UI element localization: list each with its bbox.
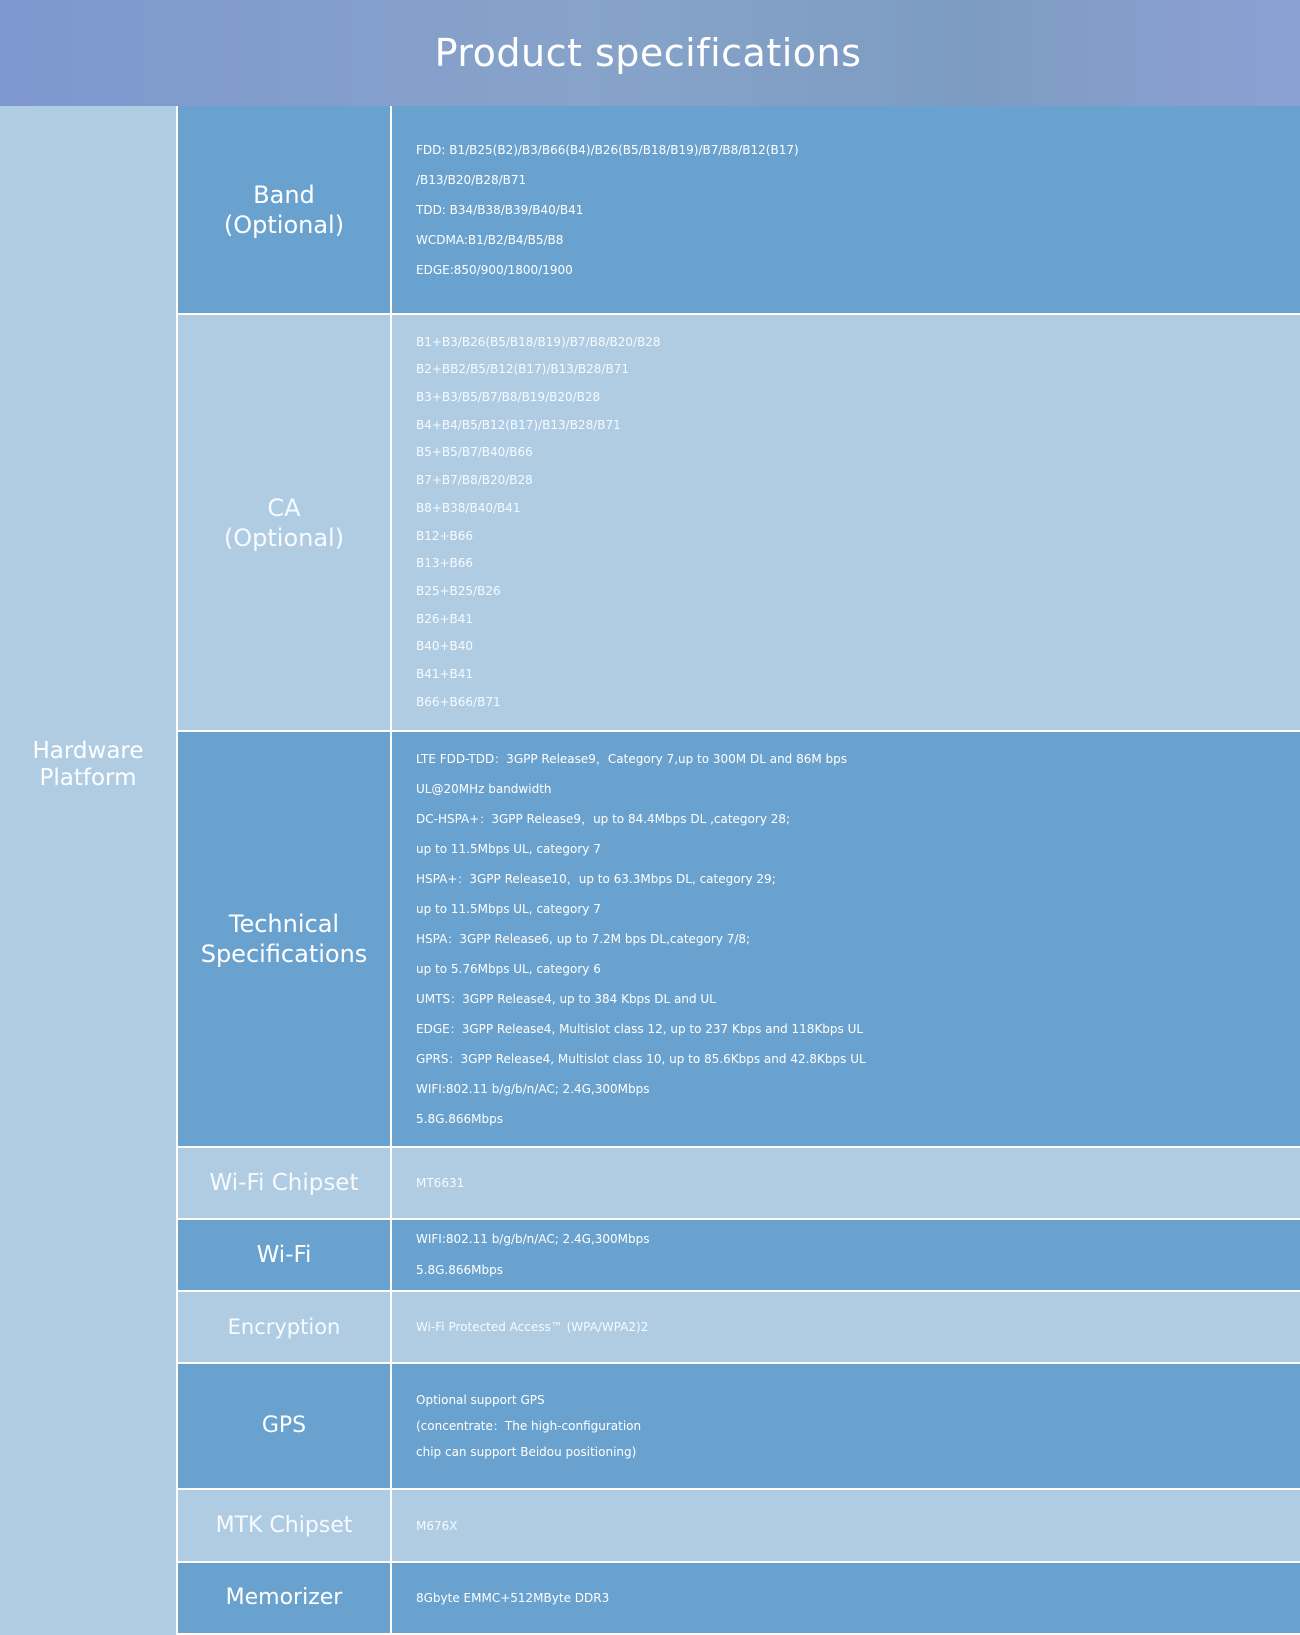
spec-value-line: GPRS：3GPP Release4, Multislot class 10, up to 85.6Kbps and 42.8Kbps UL [416,1052,866,1066]
column-divider [390,106,392,1635]
spec-value-cell [416,1563,1296,1633]
spec-label: Wi-Fi Chipset [209,1170,359,1196]
spec-value-line: HSPA：3GPP Release6, up to 7.2M bps DL,category 7/8; [416,932,751,946]
spec-row-ca-optional [178,315,1300,730]
spec-label-cell [178,732,390,1146]
spec-row-mtk-chipset [178,1490,1300,1561]
spec-value-cell [416,1292,1296,1362]
spec-value-cell [416,106,1296,313]
spec-row-memorizer [178,1563,1300,1633]
spec-value-line: 8Gbyte EMMC+512MByte DDR3 [416,1591,610,1605]
spec-value-line: B1+B3/B26(B5/B18/B19)/B7/B8/B20/B28 [416,334,661,349]
spec-value-line: Optional support GPS [416,1393,545,1407]
spec-value-cell [416,315,1296,730]
spec-value-line: B8+B38/B40/B41 [416,500,521,515]
spec-row-band-optional [178,106,1300,313]
spec-value-cell [416,732,1296,1146]
spec-value-line: DC-HSPA+：3GPP Release9，up to 84.4Mbps DL ,category 28; [416,812,791,826]
spec-value-line: EDGE：3GPP Release4, Multislot class 12, up to 237 Kbps and 118Kbps UL [416,1022,864,1036]
spec-label: Encryption [227,1315,341,1339]
spec-label-cell [178,106,390,313]
category-divider [176,106,178,1635]
spec-value-line: B3+B3/B5/B7/B8/B19/B20/B28 [416,389,601,404]
spec-value-cell [416,1490,1296,1561]
spec-value-line: B2+BB2/B5/B12(B17)/B13/B28/B71 [416,362,629,377]
spec-value-line: /B13/B20/B28/B71 [416,172,527,187]
page-title: Product specifications [434,31,862,75]
spec-value-cell [416,1148,1296,1218]
spec-label-cell [178,1490,390,1561]
page-header [0,0,1300,106]
spec-label: CA (Optional) [223,493,345,552]
spec-value-cell [416,1364,1296,1488]
spec-label-cell [178,1563,390,1633]
spec-value-line: EDGE:850/900/1800/1900 [416,262,573,277]
spec-row-gps [178,1364,1300,1488]
spec-value-line: HSPA+：3GPP Release10，up to 63.3Mbps DL, category 29; [416,872,776,886]
spec-label: Memorizer [225,1585,343,1610]
spec-value-line: B66+B66/B71 [416,694,501,709]
spec-value-line: up to 11.5Mbps UL, category 7 [416,842,601,856]
spec-value-line: B25+B25/B26 [416,583,501,598]
spec-value-line: B4+B4/B5/B12(B17)/B13/B28/B71 [416,417,621,432]
spec-label: MTK Chipset [215,1512,353,1538]
spec-row-wi-fi [178,1220,1300,1290]
spec-value-line: 5.8G.866Mbps [416,1263,503,1277]
spec-value-line: B13+B66 [416,556,474,571]
spec-value-line: Wi-Fi Protected Access™ (WPA/WPA2)2 [416,1320,649,1334]
spec-row-technical-specifications [178,732,1300,1146]
spec-row-wi-fi-chipset [178,1148,1300,1218]
spec-value-line: UL@20MHz bandwidth [416,782,552,796]
spec-value-line: UMTS：3GPP Release4, up to 384 Kbps DL and UL [416,992,716,1006]
spec-value-line: up to 5.76Mbps UL, category 6 [416,962,601,976]
spec-value-line: B12+B66 [416,528,474,543]
spec-value-line: 5.8G.866Mbps [416,1112,503,1126]
spec-value-line: WIFI:802.11 b/g/b/n/AC; 2.4G,300Mbps [416,1082,650,1096]
spec-value-line: WCDMA:B1/B2/B4/B5/B8 [416,232,564,247]
spec-value-line: B41+B41 [416,667,474,682]
spec-value-line: (concentrate：The high-configuration [416,1419,642,1433]
spec-label-cell [178,1148,390,1218]
spec-label-cell [178,1364,390,1488]
spec-label: GPS [261,1413,307,1438]
spec-value-line: TDD: B34/B38/B39/B40/B41 [416,202,584,217]
spec-label: Technical Specifications [200,910,368,968]
spec-value-cell [416,1220,1296,1290]
spec-value-line: M676X [416,1518,458,1533]
spec-value-line: WIFI:802.11 b/g/b/n/AC; 2.4G,300Mbps [416,1232,650,1246]
spec-label: Band (Optional) [223,180,345,239]
spec-value-line: chip can support Beidou positioning) [416,1445,637,1459]
spec-value-line: B7+B7/B8/B20/B28 [416,473,533,488]
spec-value-line: FDD: B1/B25(B2)/B3/B66(B4)/B26(B5/B18/B19)/B7/B8/B12(B17) [416,142,799,157]
spec-label-cell [178,1220,390,1290]
spec-value-line: B5+B5/B7/B40/B66 [416,445,533,460]
spec-value-line: B40+B40 [416,639,474,654]
category-label: Hardware Platform [32,738,144,791]
spec-value-line: B26+B41 [416,611,474,626]
spec-value-line: up to 11.5Mbps UL, category 7 [416,902,601,916]
spec-value-line: LTE FDD-TDD：3GPP Release9，Category 7,up to 300M DL and 86M bps [416,752,848,766]
spec-row-encryption [178,1292,1300,1362]
spec-label-cell [178,1292,390,1362]
spec-value-line: MT6631 [416,1176,465,1190]
spec-label: Wi-Fi [256,1242,312,1268]
spec-label-cell [178,315,390,730]
category-column [0,106,176,1635]
